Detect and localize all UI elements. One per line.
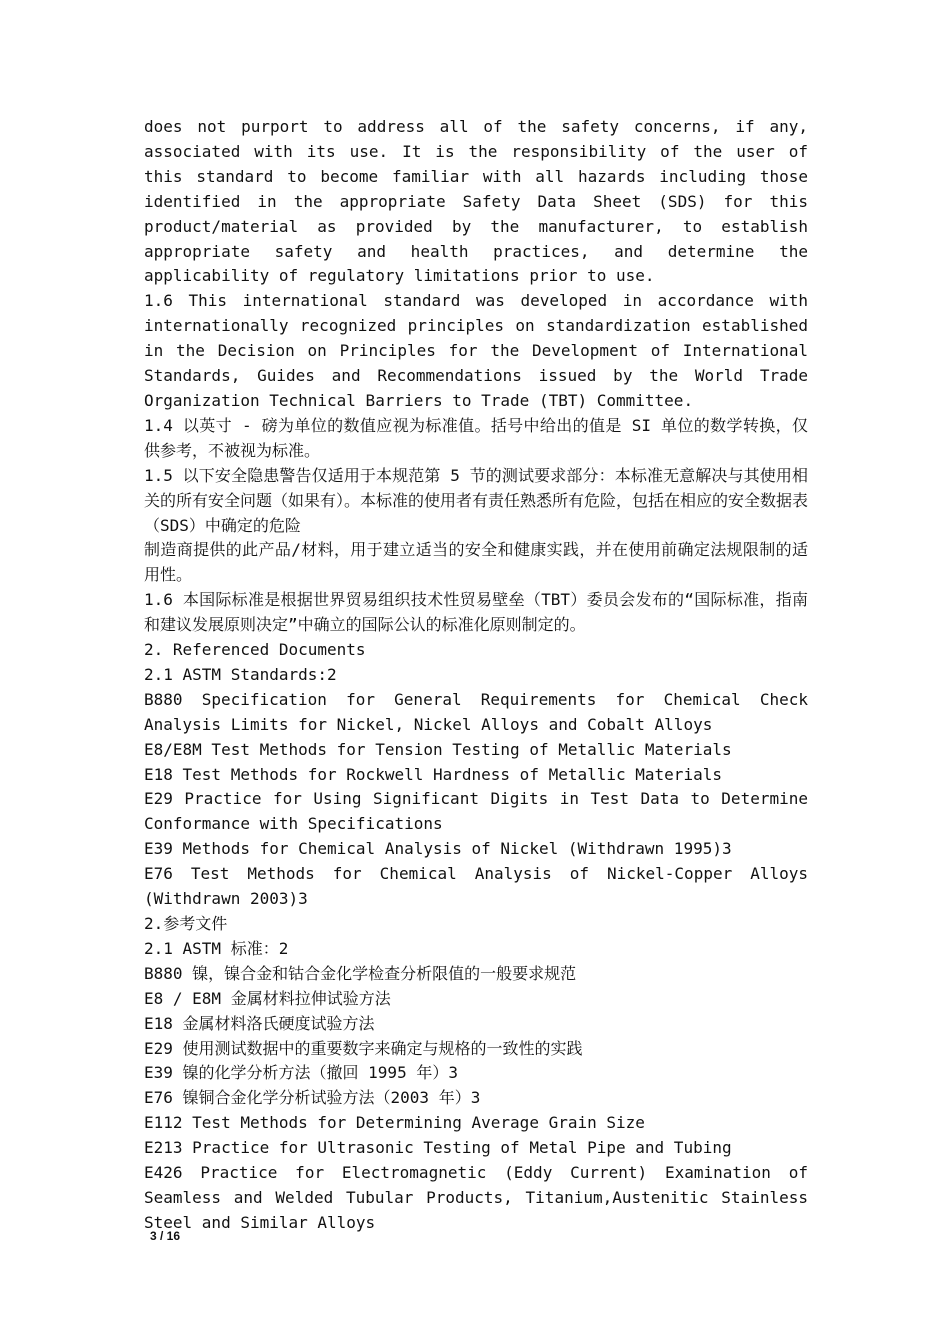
reference-e29-zh: E29 使用测试数据中的重要数字来确定与规格的一致性的实践 — [144, 1038, 583, 1058]
heading-referenced-documents: 2. Referenced Documents — [144, 640, 366, 660]
page-number: 3 / 16 — [150, 1229, 181, 1243]
paragraph-1-4-zh: 1.4 以英寸 - 磅为单位的数值应视为标准值。括号中给出的值是 SI 单位的数学转换，仅供参考，不被视为标准。 — [144, 415, 808, 460]
reference-e18: E18 Test Methods for Rockwell Hardness of Metallic Materials — [144, 764, 722, 784]
paragraph-1-6-en: 1.6 This international standard was developed in accordance with internationally recognized principles on standardization established in the Decision on Principles for the Development of International Standards, Guides and Recommendations issued by the World Trade Organization Technical Barriers to Trade (TBT) Committee. — [144, 291, 808, 410]
document-body — [144, 115, 808, 1236]
reference-e8: E8/E8M Test Methods for Tension Testing of Metallic Materials — [144, 739, 732, 759]
reference-e213: E213 Practice for Ultrasonic Testing of Metal Pipe and Tubing — [144, 1138, 732, 1158]
paragraph-safety-concerns: does not purport to address all of the safety concerns, if any, associated with its use. It is the responsibility of the user of this standard to become familiar with all hazards including those identified in the appropriate Safety Data Sheet (SDS) for this product/material as provided by the manufacturer, to establish appropriate safety and health practices, and determine the applicability of regulatory limitations prior to use. — [144, 117, 808, 286]
reference-e39-zh: E39 镍的化学分析方法（撤回 1995 年）3 — [144, 1063, 458, 1083]
reference-e112: E112 Test Methods for Determining Average Grain Size — [144, 1113, 645, 1133]
paragraph-1-6-zh: 1.6 本国际标准是根据世界贸易组织技术性贸易壁垒（TBT）委员会发布的“国际标准，指南和建议发展原则决定”中确立的国际公认的标准化原则制定的。 — [144, 590, 808, 635]
reference-e18-zh: E18 金属材料洛氏硬度试验方法 — [144, 1013, 375, 1033]
heading-referenced-documents-zh: 2.参考文件 — [144, 914, 228, 933]
heading-astm-standards-zh: 2.1 ASTM 标准：2 — [144, 938, 289, 958]
reference-e29: E29 Practice for Using Significant Digits in Test Data to Determine Conformance with Specifications — [144, 789, 808, 834]
heading-astm-standards: 2.1 ASTM Standards:2 — [144, 664, 337, 684]
reference-e76-zh: E76 镍铜合金化学分析试验方法（2003 年）3 — [144, 1088, 481, 1108]
reference-b880: B880 Specification for General Requirements for Chemical Check Analysis Limits for Nickel, Nickel Alloys and Cobalt Alloys — [144, 689, 808, 734]
paragraph-1-5-zh: 1.5 以下安全隐患警告仅适用于本规范第 5 节的测试要求部分：本标准无意解决与其使用相关的所有安全问题（如果有）。本标准的使用者有责任熟悉所有危险，包括在相应的安全数据表（SDS）中确定的危险 — [144, 465, 809, 535]
reference-e39: E39 Methods for Chemical Analysis of Nickel (Withdrawn 1995)3 — [144, 839, 732, 859]
reference-e76: E76 Test Methods for Chemical Analysis of Nickel-Copper Alloys (Withdrawn 2003)3 — [144, 864, 808, 909]
paragraph-manufacturer-zh: 制造商提供的此产品/材料，用于建立适当的安全和健康实践，并在使用前确定法规限制的适用性。 — [144, 540, 808, 585]
reference-e8-zh: E8 / E8M 金属材料拉伸试验方法 — [144, 988, 391, 1008]
reference-e426: E426 Practice for Electromagnetic (Eddy Current) Examination of Seamless and Welded Tubular Products, Titanium,Austenitic Stainless Steel and Similar Alloys — [144, 1163, 808, 1232]
reference-b880-zh: B880 镍，镍合金和钴合金化学检查分析限值的一般要求规范 — [144, 963, 577, 983]
